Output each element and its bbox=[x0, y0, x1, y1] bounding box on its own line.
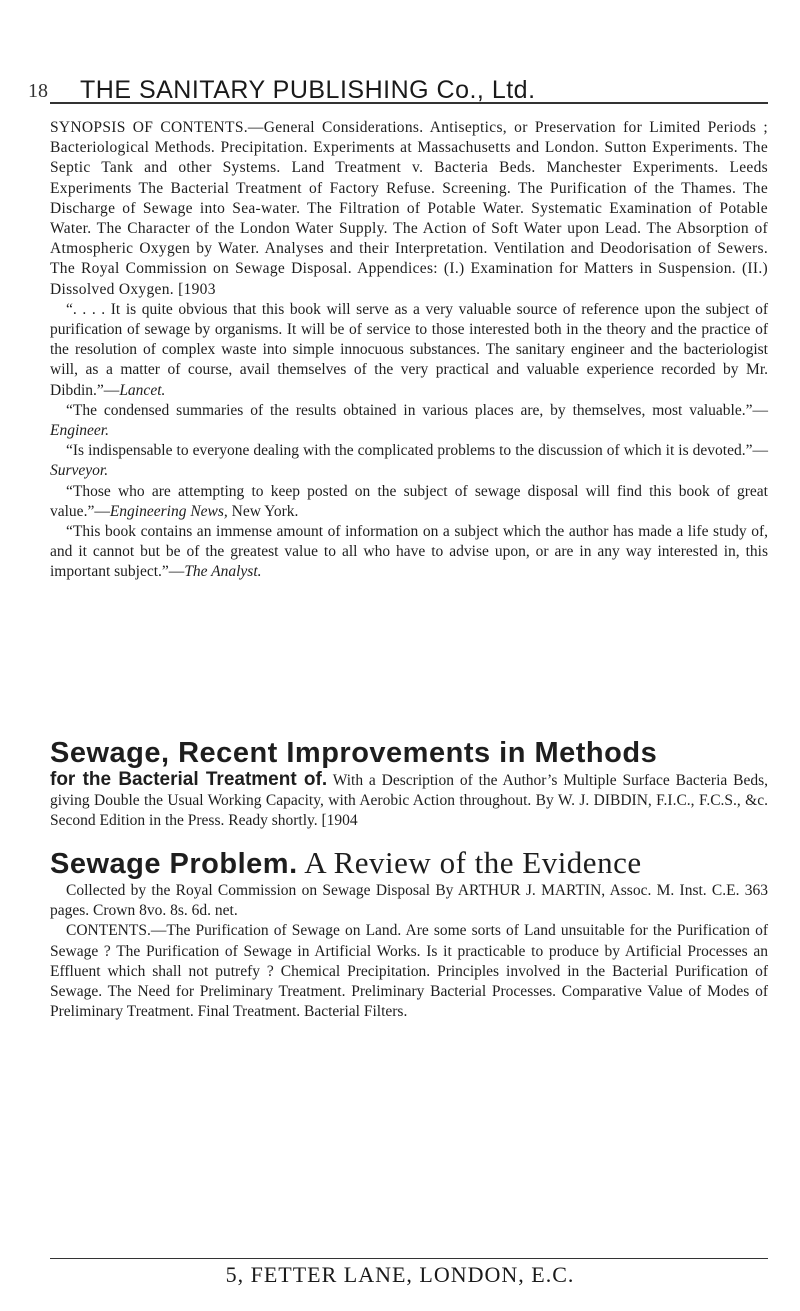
section-sewage-problem bbox=[50, 846, 768, 1022]
review-text: “This book contains an immense amount of information on a subject which the author has made a life study of, and it cannot but be of the greatest value to all who have to advise upon, or are in any way interested in, this important subject.”— bbox=[50, 523, 768, 581]
review-engineering-news bbox=[50, 482, 768, 522]
running-head: THE SANITARY PUBLISHING Co., Ltd. bbox=[80, 76, 536, 104]
footer-rule bbox=[50, 1258, 768, 1259]
review-lancet bbox=[50, 300, 768, 401]
section-title: Sewage, Recent Improvements in Methods bbox=[50, 737, 658, 769]
review-source: Engineer. bbox=[50, 422, 109, 440]
review-text: “The condensed summaries of the results obtained in various places are, by themselves, most valuable.”— bbox=[66, 401, 768, 419]
review-source: The Analyst. bbox=[184, 563, 262, 581]
synopsis-paragraph: SYNOPSIS OF CONTENTS.—General Considerations. Antiseptics, or Preservation for Limited Periods ; Bacteriological Methods. Precipitation. Experiments at Massachusetts and London. Sutton Experiments. The Septic Tank and other Systems. Land Treatment v. Bacteria Beds. Manchester Experiments. Leeds Experiments The Bacterial Treatment of Factory Refuse. Screening. The Purification of the Thames. The Discharge of Sewage into Sea-water. The Filtration of Potable Water. Systematic Examination of Potable Water. The Character of the London Water Supply. The Action of Soft Water upon Lead. The Absorption of Atmospheric Oxygen by Water. Analyses and their Interpretation. Ventilation and Deodorisation of Sewers. The Royal Commission on Sewage Disposal. Appendices: (I.) Examination for Matters in Suspension. (II.) Dissolved Oxygen. [1903 bbox=[50, 119, 768, 298]
review-text: “Is indispensable to everyone dealing with the complicated problems to the discussion of which it is devoted.”— bbox=[66, 442, 768, 460]
section-title-rest: A Review of the Evidence bbox=[297, 845, 642, 880]
header-rule bbox=[50, 102, 768, 104]
section-subtitle: for the Bacterial Treatment of. bbox=[50, 769, 328, 790]
footer-address: 5, FETTER LANE, LONDON, E.C. bbox=[225, 1262, 575, 1287]
review-source-suffix: New York. bbox=[227, 502, 299, 520]
section-description bbox=[50, 770, 768, 832]
page-body bbox=[50, 118, 768, 1021]
page-number: 18 bbox=[28, 80, 48, 102]
section-sewage-improvements bbox=[50, 736, 768, 832]
page-header bbox=[28, 76, 746, 112]
review-text: “Those who are attempting to keep posted on the subject of sewage disposal will find this book of great value.”— bbox=[50, 482, 768, 520]
section-description: Collected by the Royal Commission on Sewage Disposal By ARTHUR J. MARTIN, Assoc. M. Inst. C.E. 363 pages. Crown 8vo. 8s. 6d. net. bbox=[50, 882, 768, 920]
review-engineer bbox=[50, 401, 768, 441]
section-contents: CONTENTS.—The Purification of Sewage on Land. Are some sorts of Land unsuitable for the Purification of Sewage ? The Purification of Sewage in Artificial Works. Is it practicable to produce by Artificial Processes an Effluent which shall not putrefy ? Chemical Precipitation. Principles involved in the Bacterial Purification of Sewage. The Need for Preliminary Treatment. Preliminary Bacterial Processes. Comparative Value of Modes of Preliminary Treatment. Final Treatment. Bacterial Filters. bbox=[50, 922, 768, 1021]
review-source: Lancet. bbox=[119, 381, 166, 399]
review-analyst bbox=[50, 522, 768, 583]
section-title-line bbox=[50, 846, 768, 881]
section-description-text: With a Description of the Author’s Multiple Surface Bacteria Beds, giving Double the Usual Working Capacity, with Aerobic Action throughout. By W. J. DIBDIN, F.I.C., F.C.S., &c. Second Edition in the Press. Ready shortly. [1904 bbox=[50, 772, 768, 830]
review-source: Surveyor. bbox=[50, 462, 109, 480]
section-title: Sewage Problem. bbox=[50, 848, 298, 880]
review-surveyor bbox=[50, 441, 768, 481]
review-source: Engineering News, bbox=[109, 502, 228, 520]
review-text: “. . . . It is quite obvious that this book will serve as a very valuable source of reference upon the subject of purification of sewage by organisms. It will be of service to those interested both in the theory and the practice of the resolution of complex waste into simple innocuous substances. The sanitary engineer and the bacteriologist will, as a matter of course, avail themselves of the very practical and valuable experience recorded by Mr. Dibdin.”— bbox=[50, 300, 768, 399]
